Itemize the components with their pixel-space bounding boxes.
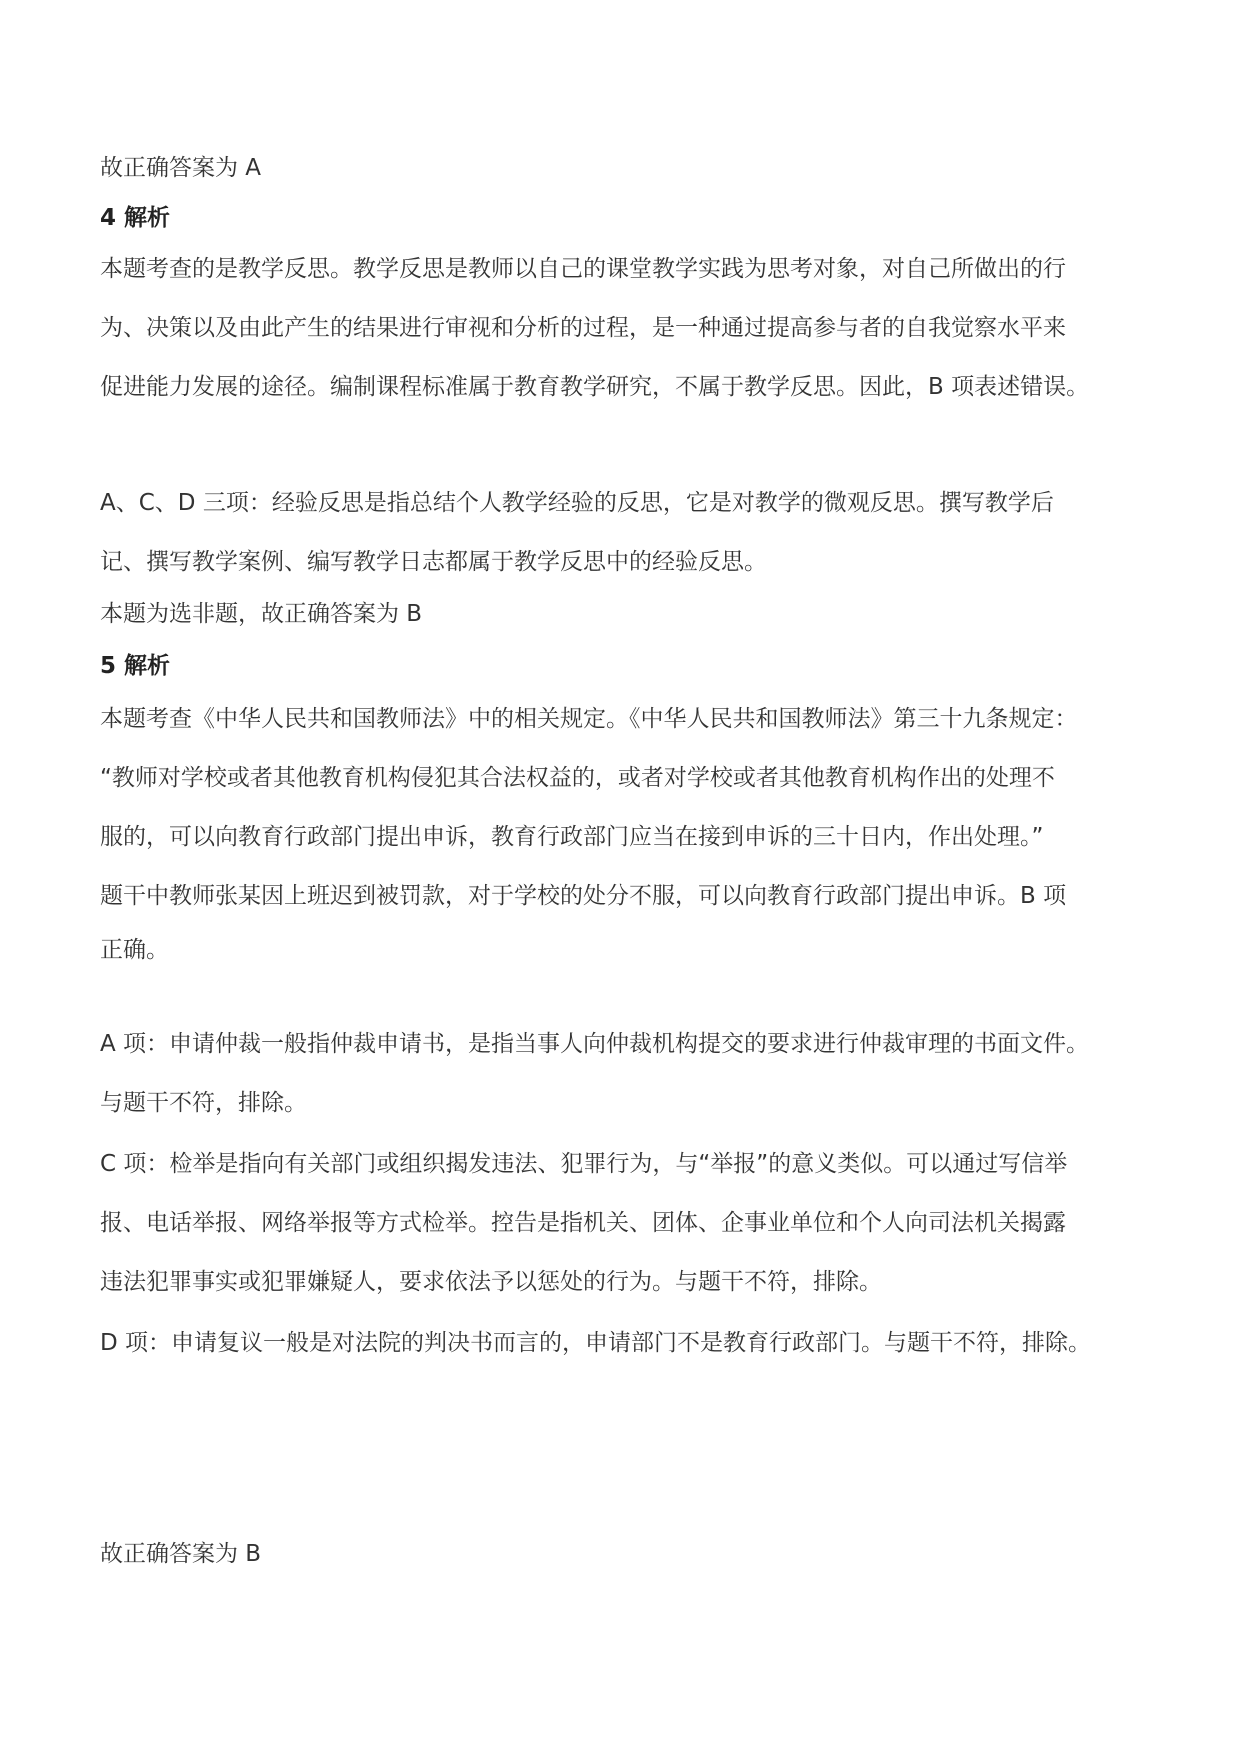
section-4-options-paragraph <box>100 474 1170 592</box>
section-5-paragraph <box>100 690 1170 974</box>
section-5-line-2: “教师对学校或者其他教育机构侵犯其合法权益的，或者对学校或者其他教育机构作出的处理不 <box>100 765 1055 791</box>
section-4-line-2: 为、决策以及由此产生的结果进行审视和分析的过程，是一种通过提高参与者的自我觉察水平来 <box>100 315 1066 341</box>
section-5-line-5: 正确。 <box>100 937 169 963</box>
section-5-option-c-line-3: 违法犯罪事实或犯罪嫌疑人，要求依法予以惩处的行为。与题干不符，排除。 <box>100 1269 882 1295</box>
section-4-heading: 4 解析 <box>100 205 171 231</box>
section-5-option-a-line-1: A 项：申请仲裁一般指仲裁申请书，是指当事人向仲裁机构提交的要求进行仲裁审理的书面文件。 <box>100 1031 1090 1057</box>
answer-line-b: 故正确答案为 B <box>100 1541 262 1567</box>
section-5-option-c-line-1: C 项：检举是指向有关部门或组织揭发违法、犯罪行为，与“举报”的意义类似。可以通过写信举 <box>100 1151 1068 1177</box>
section-5-line-3: 服的，可以向教育行政部门提出申诉，教育行政部门应当在接到申诉的三十日内，作出处理。” <box>100 824 1044 850</box>
section-4-conclusion: 本题为选非题，故正确答案为 B <box>100 601 423 627</box>
section-4-options-line-2: 记、撰写教学案例、编写教学日志都属于教学反思中的经验反思。 <box>100 549 767 575</box>
section-5-heading: 5 解析 <box>100 653 171 679</box>
section-5-option-a-line-2: 与题干不符，排除。 <box>100 1090 307 1116</box>
section-5-line-4: 题干中教师张某因上班迟到被罚款，对于学校的处分不服，可以向教育行政部门提出申诉。B 项 <box>100 883 1067 909</box>
section-5-option-c-line-2: 报、电话举报、网络举报等方式检举。控告是指机关、团体、企事业单位和个人向司法机关揭露 <box>100 1210 1066 1236</box>
section-4-options-line-1: A、C、D 三项：经验反思是指总结个人教学经验的反思，它是对教学的微观反思。撰写教学后 <box>100 490 1054 516</box>
section-5-line-1: 本题考查《中华人民共和国教师法》中的相关规定。《中华人民共和国教师法》第三十九条规定： <box>100 706 1078 732</box>
section-5-option-a <box>100 1015 1170 1133</box>
section-5-option-c <box>100 1135 1170 1312</box>
section-4-line-3: 促进能力发展的途径。编制课程标准属于教育教学研究，不属于教学反思。因此，B 项表述错误。 <box>100 374 1090 400</box>
answer-line-a: 故正确答案为 A <box>100 155 262 181</box>
section-5-option-d: D 项：申请复议一般是对法院的判决书而言的，申请部门不是教育行政部门。与题干不符，排除。 <box>100 1330 1092 1356</box>
section-4-line-1: 本题考查的是教学反思。教学反思是教师以自己的课堂教学实践为思考对象，对自己所做出的行 <box>100 256 1066 282</box>
section-4-paragraph <box>100 240 1170 417</box>
